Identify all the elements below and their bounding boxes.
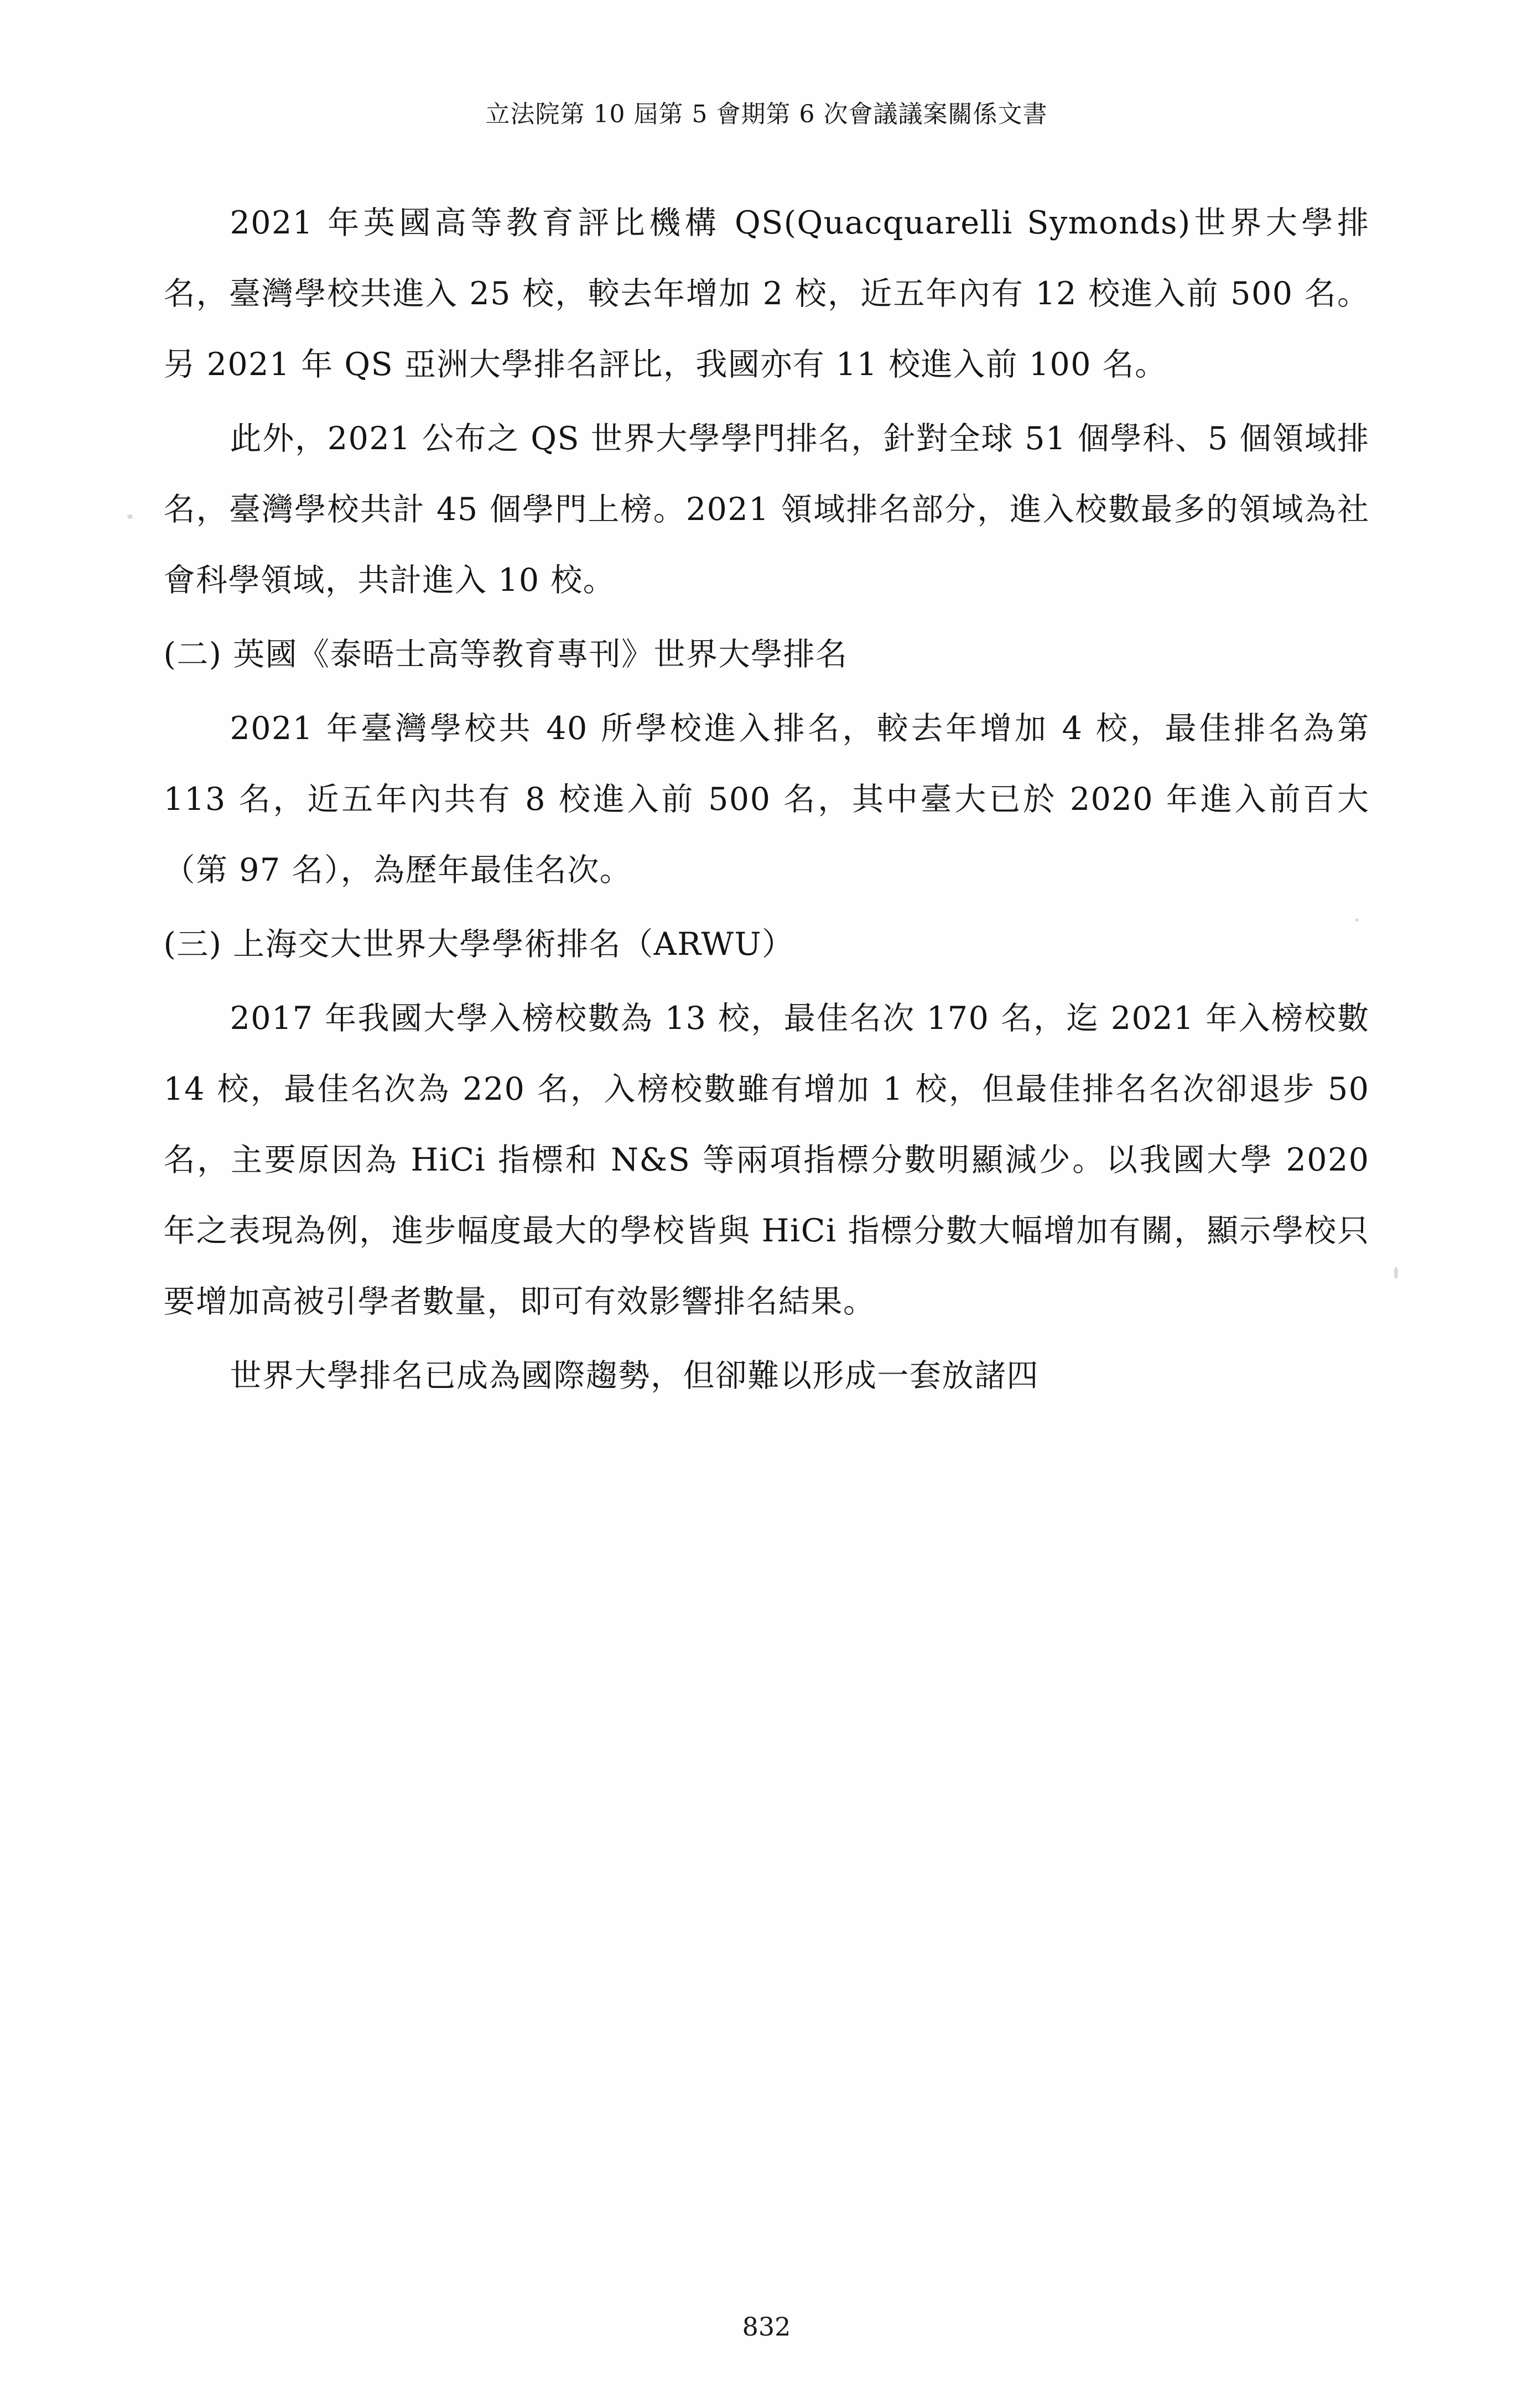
document-page: [0, 94, 1533, 2408]
paragraph-arwu-detail: 2017 年我國大學入榜校數為 13 校，最佳名次 170 名，迄 2021 年入榜校數 14 校，最佳名次為 220 名，入榜校數雖有增加 1 校，但最佳排名名次卻退步 50 名，主要原因為 HiCi 指標和 N&S 等兩項指標分數明顯減少。以我國大學 2020 年之表現為例，進步幅度最大的學校皆與 HiCi 指標分數大幅增加有關，顯示學校只要增加高被引學者數量，即可有效影響排名結果。: [163, 1000, 1370, 1320]
page-number: 832: [742, 2312, 791, 2342]
paragraph-closing: 世界大學排名已成為國際趨勢，但卻難以形成一套放諸四: [230, 1358, 1039, 1394]
paragraph-qs-world-ranking: 2021 年英國高等教育評比機構 QS(Quacquarelli Symonds)世界大學排名，臺灣學校共進入 25 校，較去年增加 2 校，近五年內有 12 校進入前 500 名。另 2021 年 QS 亞洲大學排名評比，我國亦有 11 校進入前 100 名。: [163, 205, 1370, 383]
heading-times-higher-education: (二) 英國《泰晤士高等教育專刊》世界大學排名: [163, 636, 848, 673]
document-body: [164, 188, 1370, 1411]
heading-arwu: (三) 上海交大世界大學學術排名（ARWU）: [163, 926, 794, 963]
scan-speck: [1394, 1267, 1398, 1279]
page-header: 立法院第 10 屆第 5 會期第 6 次會議議案關係文書: [485, 100, 1048, 128]
scan-speck: [1355, 918, 1359, 922]
scan-speck: [127, 514, 133, 519]
paragraph-qs-subject-ranking: 此外，2021 公布之 QS 世界大學學門排名，針對全球 51 個學科、5 個領域排名，臺灣學校共計 45 個學門上榜。2021 領域排名部分，進入校數最多的領域為社會科學領域，共計進入 10 校。: [163, 420, 1370, 599]
paragraph-the-ranking: 2021 年臺灣學校共 40 所學校進入排名，較去年增加 4 校，最佳排名為第 113 名，近五年內共有 8 校進入前 500 名，其中臺大已於 2020 年進入前百大（第 97 名），為歷年最佳名次。: [163, 710, 1370, 888]
